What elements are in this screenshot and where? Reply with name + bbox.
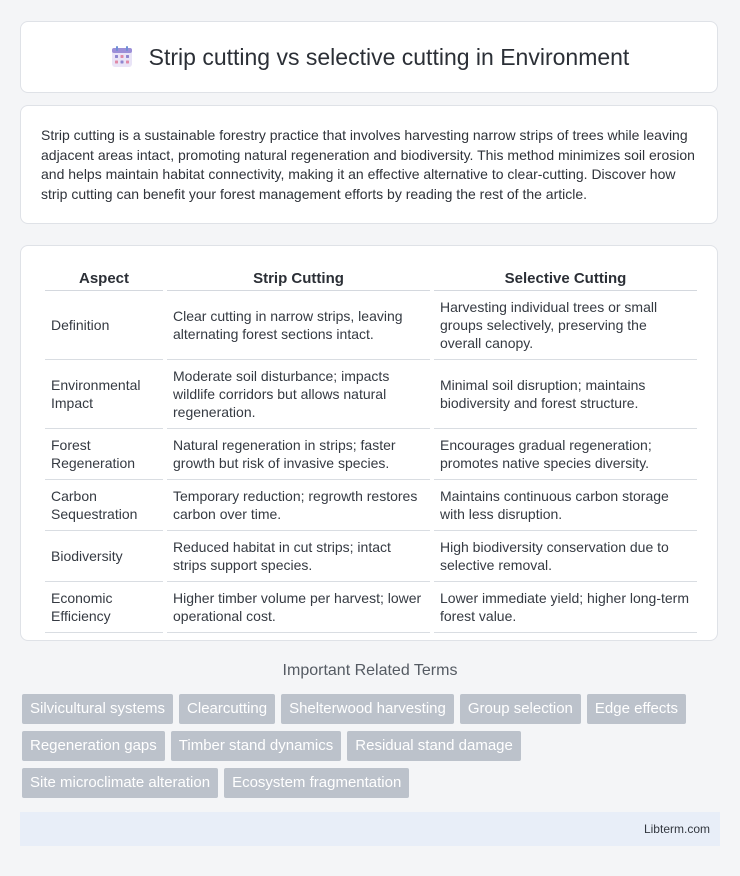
term-tag[interactable]: Edge effects [587, 694, 686, 724]
cell-aspect: Forest Regeneration [45, 429, 163, 480]
cell-selective: High biodiversity conservation due to selective removal. [434, 531, 697, 582]
cell-aspect: Environmental Impact [45, 360, 163, 429]
footer [20, 812, 720, 846]
table-row [45, 360, 697, 429]
table-row [45, 531, 697, 582]
cell-aspect: Carbon Sequestration [45, 480, 163, 531]
term-tag[interactable]: Clearcutting [179, 694, 275, 724]
cell-strip: Natural regeneration in strips; faster growth but risk of invasive species. [167, 429, 430, 480]
table-row [45, 429, 697, 480]
cell-strip: Higher timber volume per harvest; lower operational cost. [167, 582, 430, 633]
header-strip-cutting: Strip Cutting [167, 264, 430, 291]
term-tag[interactable]: Site microclimate alteration [22, 768, 218, 798]
table-header-row [45, 264, 697, 291]
term-tag[interactable]: Shelterwood harvesting [281, 694, 454, 724]
term-tag[interactable]: Regeneration gaps [22, 731, 165, 761]
term-tag[interactable]: Ecosystem fragmentation [224, 768, 409, 798]
table-row [45, 480, 697, 531]
cell-strip: Temporary reduction; regrowth restores carbon over time. [167, 480, 430, 531]
intro-card [20, 105, 718, 224]
cell-aspect: Biodiversity [45, 531, 163, 582]
page-title: Strip cutting vs selective cutting in Environment [148, 43, 630, 70]
footer-site-link[interactable]: Libterm.com [643, 822, 710, 836]
term-tag[interactable]: Group selection [460, 694, 581, 724]
cell-aspect: Definition [45, 291, 163, 360]
header-aspect: Aspect [45, 264, 163, 291]
calendar-grid-icon [109, 44, 135, 70]
cell-strip: Reduced habitat in cut strips; intact strips support species. [167, 531, 430, 582]
cell-aspect: Economic Efficiency [45, 582, 163, 633]
related-terms-list [22, 694, 722, 798]
table-row [45, 582, 697, 633]
related-terms-title: Important Related Terms [282, 662, 458, 679]
cell-selective: Lower immediate yield; higher long-term forest value. [434, 582, 697, 633]
title-wrap [109, 44, 630, 71]
comparison-table-card [20, 245, 718, 641]
cell-strip: Moderate soil disturbance; impacts wildlife corridors but allows natural regeneration. [167, 360, 430, 429]
term-tag[interactable]: Timber stand dynamics [171, 731, 342, 761]
cell-strip: Clear cutting in narrow strips, leaving alternating forest sections intact. [167, 291, 430, 360]
cell-selective: Maintains continuous carbon storage with less disruption. [434, 480, 697, 531]
term-tag[interactable]: Residual stand damage [347, 731, 521, 761]
cell-selective: Encourages gradual regeneration; promotes native species diversity. [434, 429, 697, 480]
header-selective-cutting: Selective Cutting [434, 264, 697, 291]
comparison-table [41, 264, 701, 633]
intro-text: Strip cutting is a sustainable forestry practice that involves harvesting narrow strips of trees while leaving adjacent areas intact, promoting natural regeneration and biodiversity. This method minimizes soil erosion and helps maintain habitat connectivity, making it an effective alternative to clear-cutting. Discover how strip cutting can benefit your forest management efforts by reading the rest of the article. [41, 127, 695, 202]
table-row [45, 291, 697, 360]
cell-selective: Minimal soil disruption; maintains biodiversity and forest structure. [434, 360, 697, 429]
cell-selective: Harvesting individual trees or small groups selectively, preserving the overall canopy. [434, 291, 697, 360]
term-tag[interactable]: Silvicultural systems [22, 694, 173, 724]
header-card [20, 21, 718, 93]
